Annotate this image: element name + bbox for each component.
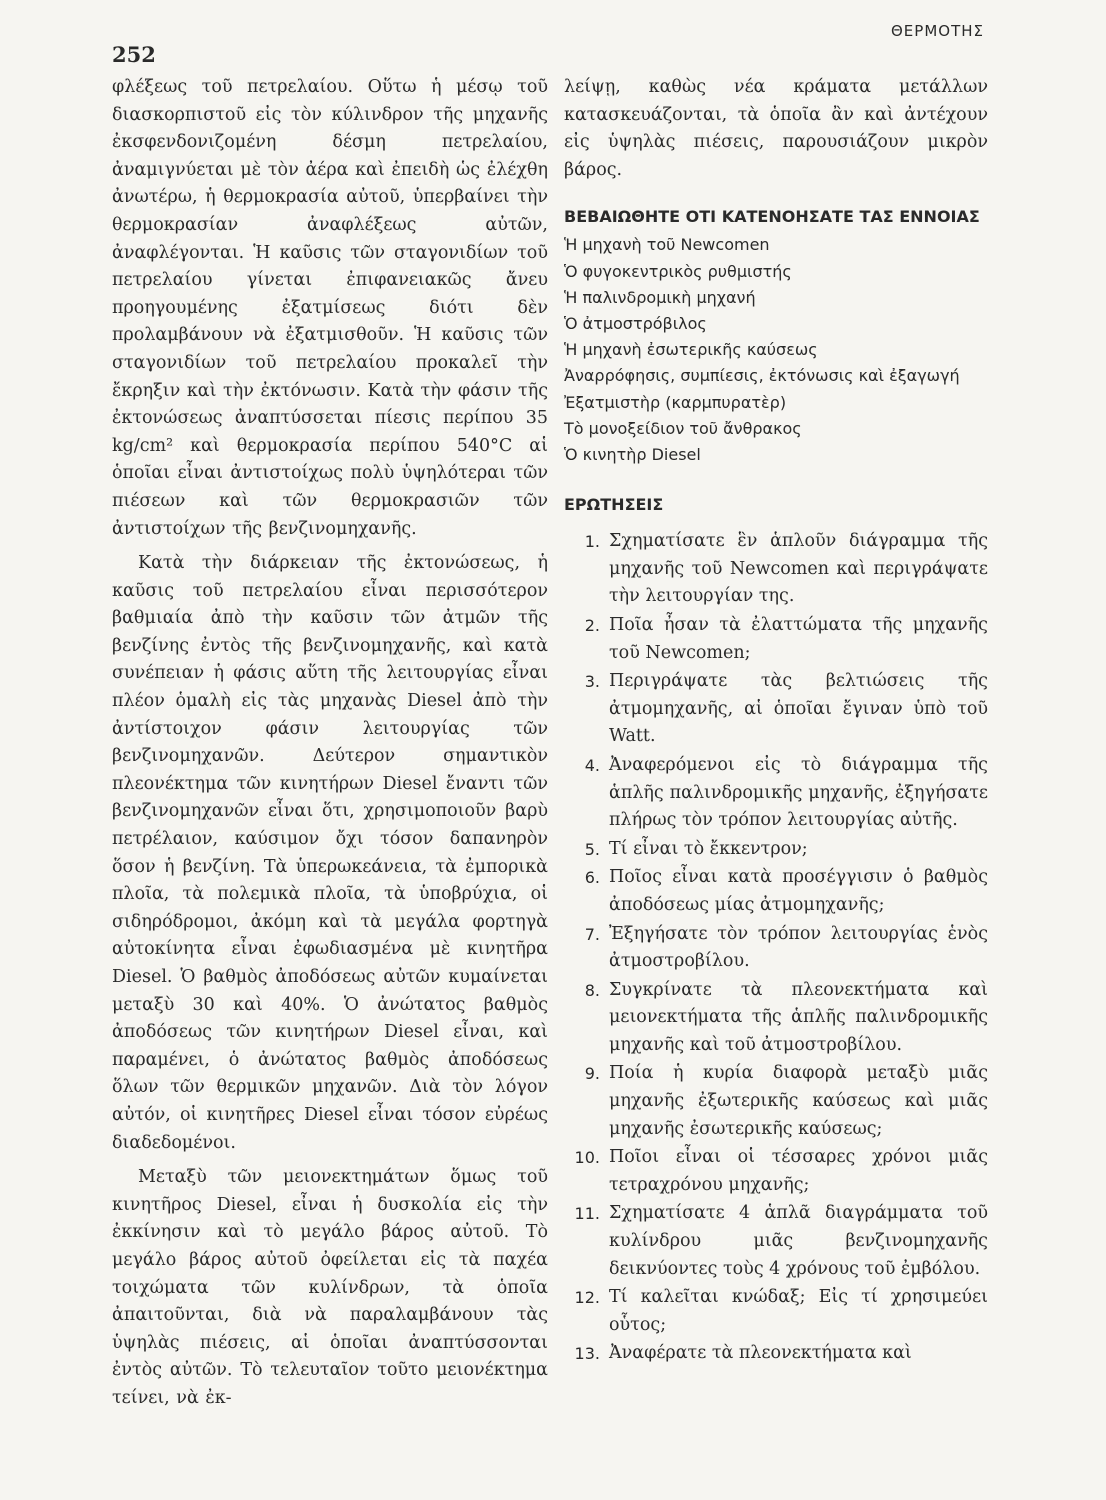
question-text: Συγκρίνατε τὰ πλεονεκτήματα καὶ μειονεκτήματα τῆς ἁπλῆς παλινδρομικῆς μηχανῆς καὶ τοῦ ἀτμοστροβίλου. <box>609 979 988 1055</box>
question-text: Ἀναφερόμενοι εἰς τὸ διάγραμμα τῆς ἁπλῆς παλινδρομικῆς μηχανῆς, ἐξηγήσατε πλήρως τὸν τρόπον λειτουργίας αὐτῆς. <box>609 754 988 831</box>
question-text: Σχηματίσατε 4 ἁπλᾶ διαγράμματα τοῦ κυλίνδρου μιᾶς βενζινομηχανῆς δεικνύοντες τοὺς 4 χρόνους τοῦ ἐμβόλου. <box>609 1203 988 1279</box>
concept-list <box>564 232 988 468</box>
question-item <box>564 977 988 1060</box>
question-number: 1. <box>584 532 600 552</box>
body-paragraph: Μεταξὺ τῶν μειονεκτημάτων ὅμως τοῦ κινητῆρος Diesel, εἶναι ἡ δυσκολία εἰς τὴν ἐκκίνησιν καὶ τὸ μεγάλο βάρος αὐτοῦ. Τὸ μεγάλο βάρος αὐτοῦ ὀφείλεται εἰς τὰ παχέα τοιχώματα τῶν κυλίνδρων, τὰ ὁποῖα ἀπαιτοῦνται, διὰ νὰ παραλαμβάνουν τὰς ὑψηλὰς πιέσεις, αἱ ὁποῖαι ἀναπτύσσονται ἐντὸς αὐτῶν. Τὸ τελευταῖον τοῦτο μειονέκτημα τείνει, νὰ ἐκ- <box>112 1167 548 1408</box>
questions-heading: ΕΡΩΤΗΣΕΙΣ <box>564 495 664 515</box>
question-number: 6. <box>584 868 600 888</box>
running-title: ΘΕΡΜΟΤΗΣ <box>891 22 984 40</box>
question-text: Ποῖοι εἶναι οἱ τέσσαρες χρόνοι μιᾶς τετραχρόνου μηχανῆς; <box>609 1147 988 1195</box>
left-column <box>112 74 548 1413</box>
concept-item: Ἡ μηχανὴ ἐσωτερικῆς καύσεως <box>564 340 818 360</box>
concepts-heading: ΒΕΒΑΙΩΘΗΤΕ ΟΤΙ ΚΑΤΕΝΟΗΣΑΤΕ ΤΑΣ ΕΝΝΟΙΑΣ <box>564 207 980 227</box>
question-text: Ποῖος εἶναι κατὰ προσέγγισιν ὁ βαθμὸς ἀποδόσεως μίας ἀτμομηχανῆς; <box>609 867 988 915</box>
question-item <box>564 921 988 976</box>
question-item <box>564 1340 988 1368</box>
concept-item: Ὁ κινητὴρ Diesel <box>564 445 701 464</box>
question-number: 12. <box>574 1288 600 1308</box>
body-paragraph: Κατὰ τὴν διάρκειαν τῆς ἐκτονώσεως, ἡ καῦσις τοῦ πετρελαίου εἶναι περισσότερον βαθμιαία ἀπὸ τὴν καῦσιν τῶν ἀτμῶν τῆς βενζίνης ἐντὸς τῆς βενζινομηχανῆς, καὶ κατὰ συνέπειαν ἡ φάσις αὕτη τῆς λειτουργίας εἶναι πλέον ὁμαλὴ εἰς τὰς μηχανὰς Diesel ἀπὸ τὴν ἀντίστοιχον φάσιν λειτουργίας τῶν βενζινομηχανῶν. Δεύτερον σημαντικὸν πλεονέκτημα τῶν κινητήρων Diesel ἔναντι τῶν βενζινομηχανῶν εἶναι ὅτι, χρησιμοποιοῦν βαρὺ πετρέλαιον, καύσιμον ὄχι τόσον δαπανηρὸν ὅσον ἡ βενζίνη. Τὰ ὑπερωκεάνεια, τὰ ἐμπορικὰ πλοῖα, τὰ πολεμικὰ πλοῖα, τὰ ὑποβρύχια, οἱ σιδηρόδρομοι, ἀκόμη καὶ τὰ μεγάλα φορτηγὰ αὐτοκίνητα εἶναι ἐφωδιασμένα μὲ κινητῆρα Diesel. Ὁ βαθμὸς ἀποδόσεως αὐτῶν κυμαίνεται μεταξὺ 30 καὶ 40%. Ὁ ἀνώτατος βαθμὸς ἀποδόσεως τῶν κινητήρων Diesel εἶναι, καὶ παραμένει, ὁ ἀνώτατος βαθμὸς ἀποδόσεως ὅλων τῶν θερμικῶν μηχανῶν. Διὰ τὸν λόγον αὐτόν, οἱ κινητῆρες Diesel εἶναι τόσον εὐρέως διαδεδομένοι. <box>112 553 548 1153</box>
concept-item: Ἡ μηχανὴ τοῦ Newcomen <box>564 235 770 255</box>
question-item <box>564 1200 988 1283</box>
question-item <box>564 612 988 667</box>
question-text: Ἐξηγήσατε τὸν τρόπον λειτουργίας ἑνὸς ἀτμοστροβίλου. <box>609 923 988 972</box>
question-item <box>564 1284 988 1339</box>
question-number: 3. <box>584 672 600 692</box>
concept-item: Ἐξατμιστὴρ (καρμπυρατὲρ) <box>564 392 787 412</box>
question-item <box>564 864 988 919</box>
question-item <box>564 1144 988 1199</box>
question-text: Περιγράψατε τὰς βελτιώσεις τῆς ἀτμομηχανῆς, αἱ ὁποῖαι ἔγιναν ὑπὸ τοῦ Watt. <box>609 671 988 747</box>
question-list <box>564 528 988 1368</box>
question-number: 4. <box>584 755 600 775</box>
question-number: 9. <box>584 1064 600 1084</box>
question-text: Ποία ἡ κυρία διαφορὰ μεταξὺ μιᾶς μηχανῆς ἐξωτερικῆς καύσεως καὶ μιᾶς μηχανῆς ἐσωτερικῆς καύσεως; <box>609 1063 988 1139</box>
question-text: Ποῖα ἦσαν τὰ ἐλαττώματα τῆς μηχανῆς τοῦ Newcomen; <box>609 614 988 663</box>
question-number: 10. <box>574 1148 600 1168</box>
question-number: 2. <box>584 615 600 635</box>
page-number: 252 <box>112 42 156 67</box>
question-item <box>564 668 988 751</box>
question-text: Ἀναφέρατε τὰ πλεονεκτήματα καὶ <box>609 1343 912 1364</box>
concept-item: Τὸ μονοξείδιον τοῦ ἄνθρακος <box>564 418 802 438</box>
concept-item: Ὁ ἀτμοστρόβιλος <box>564 313 707 333</box>
question-number: 13. <box>574 1344 600 1364</box>
body-paragraph: φλέξεως τοῦ πετρελαίου. Οὕτω ἡ μέσῳ τοῦ διασκορπιστοῦ εἰς τὸν κύλινδρον τῆς μηχανῆς ἐκσφενδονιζομένη δέσμη πετρελαίου, ἀναμιγνύεται μὲ τὸν ἀέρα καὶ ἐπειδὴ ὡς ἐλέχθη ἀνωτέρω, ἡ θερμοκρασία αὐτοῦ, ὑπερβαίνει τὴν θερμοκρασίαν ἀναφλέξεως αὐτῶν, ἀναφλέγονται. Ἡ καῦσις τῶν σταγονιδίων τοῦ πετρελαίου γίνεται ἐπιφανειακῶς ἄνευ προηγουμένης ἐξατμίσεως διότι δὲν προλαμβάνουν νὰ ἐξατμισθοῦν. Ἡ καῦσις τῶν σταγονιδίων τοῦ πετρελαίου προκαλεῖ τὴν ἔκρηξιν καὶ τὴν ἐκτόνωσιν. Κατὰ τὴν φάσιν τῆς ἐκτονώσεως ἀναπτύσσεται πίεσις περίπου 35 kg/cm² καὶ θερμοκρασία περίπου 540°C αἱ ὁποῖαι εἶναι ἀντιστοίχως πολὺ ὑψηλότεραι τῶν πιέσεων καὶ τῶν θερμοκρασιῶν τῶν ἀντιστοίχων τῆς βενζινομηχανῆς. <box>112 77 548 539</box>
question-number: 5. <box>584 839 600 859</box>
question-item <box>564 1060 988 1143</box>
question-item <box>564 528 988 611</box>
question-text: Σχηματίσατε ἓν ἁπλοῦν διάγραμμα τῆς μηχανῆς τοῦ Newcomen καὶ περιγράψατε τὴν λειτουργίαν της. <box>609 531 988 607</box>
question-item <box>564 752 988 835</box>
concept-item: Ἀναρρόφησις, συμπίεσις, ἐκτόνωσις καὶ ἐξαγωγή <box>564 366 960 386</box>
concept-item: Ὁ φυγοκεντρικὸς ρυθμιστής <box>564 261 792 281</box>
question-item <box>564 836 988 864</box>
question-text: Τί καλεῖται κνώδαξ; Εἰς τί χρησιμεύει οὗτος; <box>609 1287 988 1335</box>
continuation-paragraph: λείψῃ, καθὼς νέα κράματα μετάλλων κατασκευάζονται, τὰ ὁποῖα ἂν καὶ ἀντέχουν εἰς ὑψηλὰς πιέσεις, παρουσιάζουν μικρὸν βάρος. <box>564 77 988 180</box>
question-number: 11. <box>574 1204 600 1224</box>
question-number: 8. <box>584 980 600 1000</box>
concept-item: Ἡ παλινδρομικὴ μηχανή <box>564 287 756 307</box>
right-column <box>564 74 988 1368</box>
question-text: Τί εἶναι τὸ ἔκκεντρον; <box>609 838 808 859</box>
question-number: 7. <box>584 924 600 944</box>
